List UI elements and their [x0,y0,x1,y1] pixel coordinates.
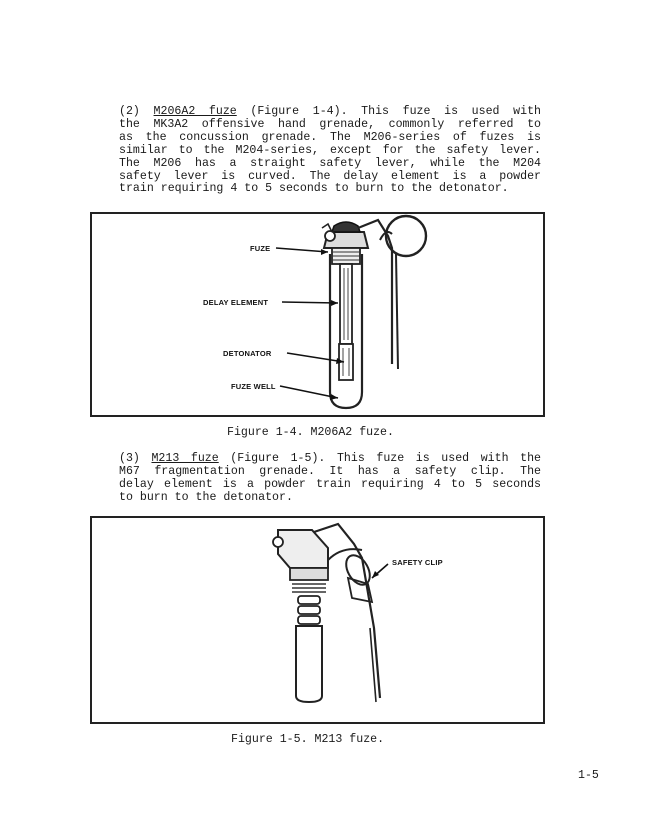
figure-1-5-caption: Figure 1-5. M213 fuze. [231,733,385,746]
paragraph-line: train requiring 4 to 5 seconds to burn to the detonator. [119,182,509,196]
paragraph-line: the MK3A2 offensive hand grenade, commonly referred to [119,117,541,131]
detonator-label: DETONATOR [223,349,272,358]
paragraph-line: M67 fragmentation grenade. It has a safety clip. The [119,464,541,478]
paragraph-line: as the concussion grenade. The M206-series of fuzes is [119,130,541,144]
figure-1-4-frame [90,212,545,417]
paragraph-text: (Figure 1-5). This fuze is used with the [218,452,541,465]
paragraph-m206a2 [119,106,541,196]
fuze-label: FUZE [250,244,271,253]
paragraph-line: safety lever is curved. The delay element is a powder [119,169,541,183]
paragraph-number: (2) [119,105,140,118]
m213-fuze-illustration [92,518,543,722]
figure-1-4-caption: Figure 1-4. M206A2 fuze. [227,426,394,439]
fuze-well-label: FUZE WELL [231,382,276,391]
paragraph-m213 [119,453,541,505]
paragraph-number: (3) [119,452,140,465]
paragraph-line [119,453,541,466]
term-m206a2-fuze: M206A2 fuze [153,105,237,118]
figure-1-5-frame [90,516,545,724]
paragraph-line: to burn to the detonator. [119,490,293,504]
safety-clip-label: SAFETY CLIP [392,558,443,567]
m206a2-fuze-illustration [92,214,543,415]
page-number: 1-5 [578,769,599,782]
paragraph-line [119,106,541,119]
paragraph-line: similar to the M204-series, except for the safety lever. [119,143,541,157]
delay-element-label: DELAY ELEMENT [203,298,269,307]
paragraph-line: The M206 has a straight safety lever, while the M204 [119,156,541,170]
paragraph-line: delay element is a powder train requiring 4 to 5 seconds [119,477,541,491]
term-m213-fuze: M213 fuze [151,452,219,465]
paragraph-text: (Figure 1-4). This fuze is used with [236,105,541,118]
